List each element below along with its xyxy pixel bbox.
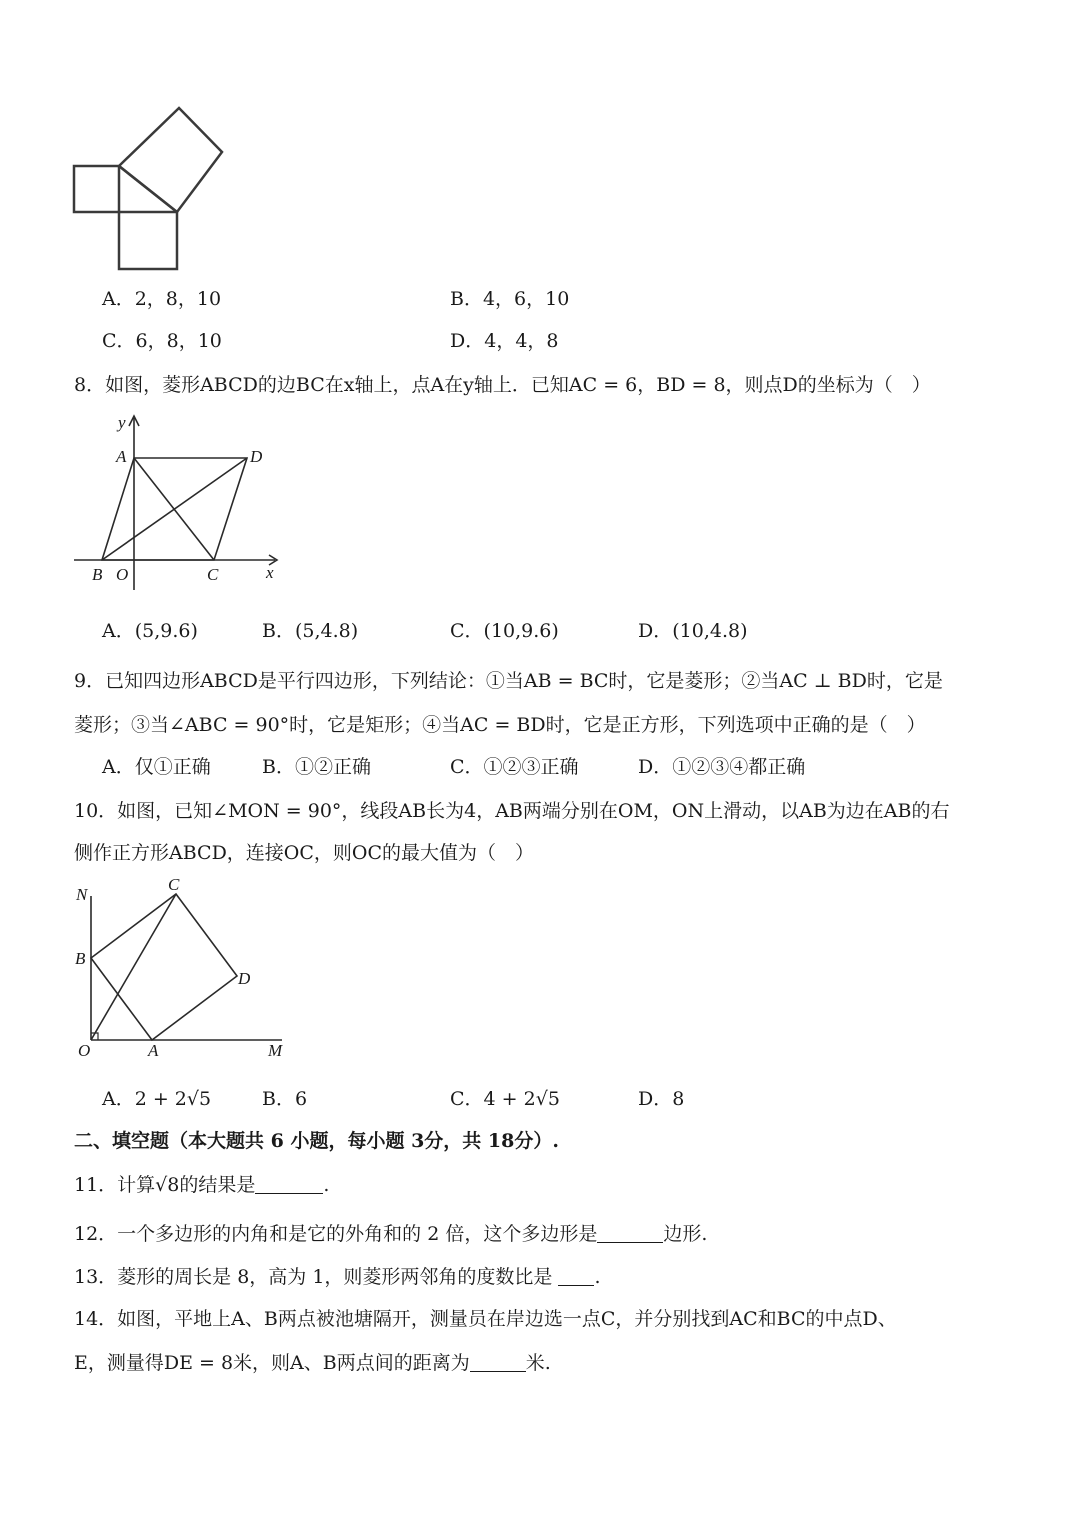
q10-line2: 侧作正方形ABCD，连接OC，则OC的最大值为（ ） (74, 842, 535, 864)
q7-option-a: A．2，8，10 (102, 288, 222, 310)
q13-answer-blank[interactable] (558, 1284, 594, 1286)
q13-row (74, 1262, 601, 1289)
q10-label-c: C (168, 875, 180, 894)
q11-end: . (323, 1174, 330, 1196)
q11-text: 11．计算√8的结果是 (74, 1174, 256, 1196)
q11-row (74, 1170, 329, 1197)
q7-figure (70, 100, 230, 280)
q9-option-d: D．①②③④都正确 (638, 756, 806, 778)
q10-option-a: A．2 + 2√5 (102, 1088, 212, 1110)
q8-label-o: O (116, 565, 129, 584)
q10-label-n: N (76, 885, 88, 904)
q8-label-c: C (207, 565, 219, 584)
q8-label-a: A (116, 447, 127, 466)
q14-line1: 14．如图，平地上A、B两点被池塘隔开，测量员在岸边选一点C，并分别找到AC和BC的中点D、 (74, 1308, 897, 1330)
q9-line2: 菱形；③当∠ABC = 90°时，它是矩形；④当AC = BD时，它是正方形，下列选项中正确的是（ ） (74, 714, 926, 736)
q10-option-b: B．6 (262, 1088, 308, 1110)
q8-label-x: x (266, 563, 274, 582)
q8-option-a: A．(5,9.6) (102, 620, 198, 642)
q12-answer-blank[interactable] (597, 1241, 663, 1243)
q8-option-d: D．(10,4.8) (638, 620, 748, 642)
q14-line2: E，测量得DE = 8米，则A、B两点间的距离为 (74, 1352, 470, 1374)
q10-label-d: D (238, 969, 251, 988)
q9-option-c: C．①②③正确 (450, 756, 579, 778)
q9-option-b: B．①②正确 (262, 756, 371, 778)
q10-label-b: B (75, 949, 86, 968)
q13-text: 13．菱形的周长是 8，高为 1，则菱形两邻角的度数比是 (74, 1266, 553, 1288)
q12-row (74, 1219, 707, 1246)
q7-option-d: D．4，4，8 (450, 330, 559, 352)
q8-label-b: B (92, 565, 103, 584)
q13-end: . (594, 1266, 601, 1288)
q8-label-d: D (250, 447, 263, 466)
q8-stem: 8．如图，菱形ABCD的边BC在x轴上，点A在y轴上．已知AC = 6，BD = 8，则点D的坐标为（ ） (74, 374, 931, 396)
q14-row2 (74, 1348, 551, 1375)
q12-text: 12．一个多边形的内角和是它的外角和的 2 倍，这个多边形是 (74, 1223, 598, 1245)
section2-heading: 二、填空题（本大题共 6 小题，每小题 3分，共 18分）. (74, 1130, 559, 1152)
q7-left-square (74, 166, 119, 212)
q9-option-a: A．仅①正确 (102, 756, 211, 778)
q14-end: 米. (525, 1352, 551, 1374)
q8-label-y: y (118, 413, 126, 432)
q10-option-c: C．4 + 2√5 (450, 1088, 560, 1110)
q10-label-a: A (148, 1041, 159, 1060)
q8-option-c: C．(10,9.6) (450, 620, 559, 642)
q10-figure (72, 875, 302, 1060)
q8-figure (70, 410, 290, 600)
q8-option-b: B．(5,4.8) (262, 620, 359, 642)
q7-bottom-square (119, 212, 177, 269)
q10-label-m: M (268, 1041, 283, 1060)
q11-answer-blank[interactable] (255, 1192, 323, 1194)
q10-label-o: O (78, 1041, 91, 1060)
q12-end: 边形. (663, 1223, 708, 1245)
q7-big-square (119, 108, 222, 212)
q10-option-d: D．8 (638, 1088, 685, 1110)
q7-option-c: C．6，8，10 (102, 330, 222, 352)
q9-line1: 9．已知四边形ABCD是平行四边形，下列结论：①当AB = BC时，它是菱形；②当AC ⊥ BD时，它是 (74, 670, 943, 692)
q10-line1: 10．如图，已知∠MON = 90°，线段AB长为4，AB两端分别在OM，ON上滑动，以AB为边在AB的右 (74, 800, 950, 822)
q7-option-b: B．4，6，10 (450, 288, 570, 310)
q14-answer-blank[interactable] (470, 1370, 526, 1372)
